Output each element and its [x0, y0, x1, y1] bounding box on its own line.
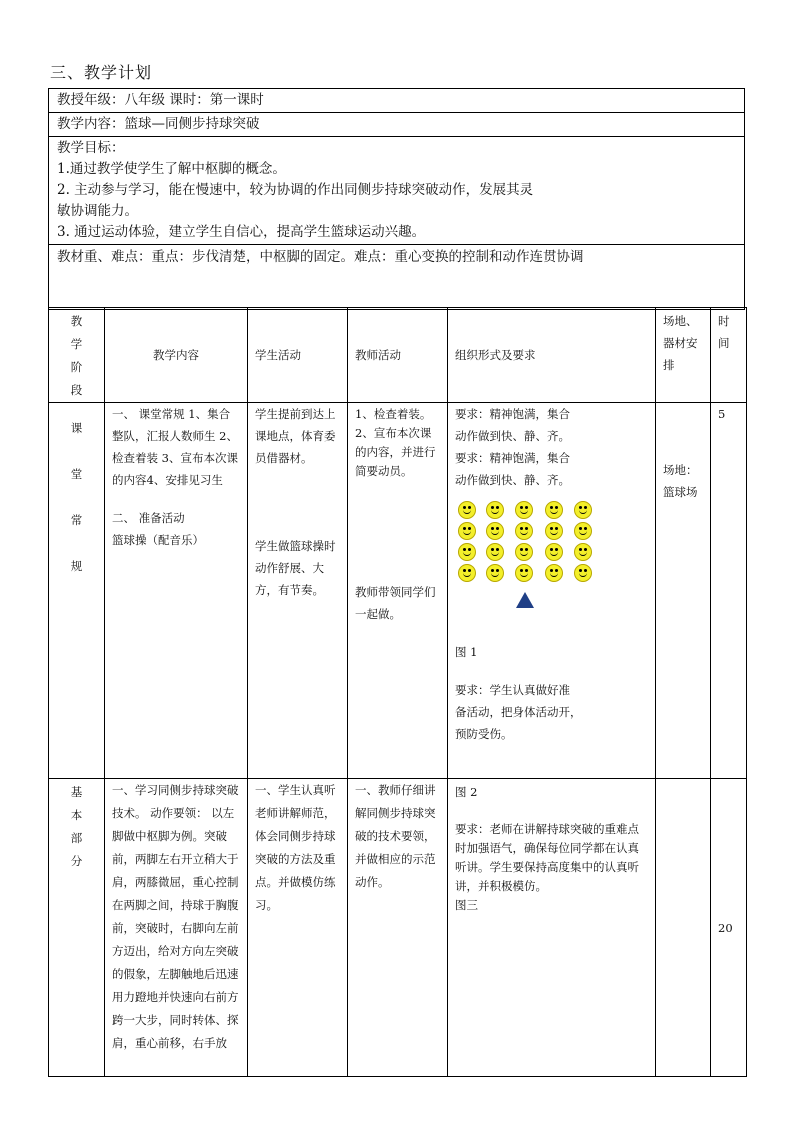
- time-routine: 5: [711, 403, 747, 779]
- table-row-basic: [49, 779, 747, 1077]
- student-smiley-icon: [545, 543, 563, 561]
- student-basic: 一、学生认真听老师讲解师范，体会同侧步持球突破的方法及重点。并做模仿练习。: [248, 779, 348, 1077]
- goals-title: 教学目标：: [57, 140, 125, 156]
- student-smiley-icon: [486, 564, 504, 582]
- org-routine: 要求：精神饱满，集合 动作做到快、静、齐。 要求：精神饱满，集合 动作做到快、静、齐。 图 1 要求：学生认真做好准 备活动，把身体活动开， 预防受伤。: [448, 403, 656, 779]
- grade-row: 教授年级：八年级 课时：第一课时: [49, 89, 745, 113]
- lesson-plan-table: [48, 307, 747, 1077]
- col-time: 时 间: [711, 308, 747, 403]
- col-org: 组织形式及要求: [448, 308, 656, 403]
- col-stage: 教 学 阶 段: [49, 308, 105, 403]
- lesson-header-table: [48, 88, 745, 310]
- student-smiley-icon: [574, 522, 592, 540]
- stage-routine: 课 堂 常 规: [49, 403, 105, 779]
- table-row-routine: [49, 403, 747, 779]
- time-basic: 20: [711, 779, 747, 1077]
- student-smiley-icon: [458, 522, 476, 540]
- venue-routine: 场地： 篮球场: [656, 403, 711, 779]
- student-smiley-icon: [515, 543, 533, 561]
- student-smiley-icon: [515, 501, 533, 519]
- student-smiley-icon: [486, 501, 504, 519]
- student-smiley-icon: [545, 501, 563, 519]
- teacher-basic: 一、教师仔细讲解同侧步持球突破的技术要领，并做相应的示范动作。: [348, 779, 448, 1077]
- col-content: 教学内容: [105, 308, 248, 403]
- org-basic: 图 2 要求：老师在讲解持球突破的重难点时加强语气，确保每位同学都在认真听讲。学生要保持高度集中的认真听讲，并积极模仿。 图三: [448, 779, 656, 1077]
- col-student: 学生活动: [248, 308, 348, 403]
- student-smiley-icon: [545, 564, 563, 582]
- formation-figure-1: [455, 491, 648, 641]
- col-venue: 场地、 器材安 排: [656, 308, 711, 403]
- student-smiley-icon: [574, 564, 592, 582]
- goal-2a: 2. 主动参与学习，能在慢速中，较为协调的作出同侧步持球突破动作，发展其灵: [57, 182, 534, 198]
- student-smiley-icon: [458, 501, 476, 519]
- student-smiley-icon: [574, 501, 592, 519]
- student-routine: 学生提前到达上课地点，体育委员借器材。 学生做篮球操时动作舒展、大方，有节奏。: [248, 403, 348, 779]
- goal-2b: 敏协调能力。: [57, 203, 138, 219]
- goal-3: 3. 通过运动体验，建立学生自信心，提高学生篮球运动兴趣。: [57, 224, 426, 240]
- goals-cell: [49, 137, 745, 245]
- table-header-row: [49, 308, 747, 403]
- goal-1: 1.通过教学使学生了解中枢脚的概念。: [57, 161, 286, 177]
- teacher-triangle-icon: [516, 592, 534, 608]
- section-title: 三、教学计划: [50, 63, 153, 82]
- student-smiley-icon: [486, 522, 504, 540]
- student-smiley-icon: [458, 543, 476, 561]
- content-row: 教学内容：篮球—同侧步持球突破: [49, 113, 745, 137]
- student-smiley-icon: [458, 564, 476, 582]
- col-teacher: 教师活动: [348, 308, 448, 403]
- student-smiley-icon: [545, 522, 563, 540]
- keypoints-cell: 教材重、难点：重点：步伐清楚，中枢脚的固定。难点：重心变换的控制和动作连贯协调: [49, 245, 745, 310]
- content-routine: 一、 课堂常规 1、集合整队，汇报人数师生 2、检查着装 3、宣布本次课的内容4、安排见习生 二、 准备活动 篮球操（配音乐）: [105, 403, 248, 779]
- student-smiley-icon: [515, 522, 533, 540]
- student-smiley-icon: [574, 543, 592, 561]
- teacher-routine: 1、检查着装。 2、宣布本次课的内容，并进行简要动员。 教师带领同学们一起做。: [348, 403, 448, 779]
- stage-basic: 基 本 部 分: [49, 779, 105, 1077]
- student-smiley-icon: [515, 564, 533, 582]
- venue-basic: [656, 779, 711, 1077]
- student-smiley-icon: [486, 543, 504, 561]
- content-basic: 一、学习同侧步持球突破技术。 动作要领： 以左脚做中枢脚为例。突破前，两脚左右开立稍大于肩，两膝微屈，重心控制在两脚之间，持球于胸腹前，突破时，右脚向左前方迈出，给对方向左突破的假象，左脚触地后迅速用力蹬地并快速向右前方跨一大步，同时转体、探肩，重心前移，右手放: [105, 779, 248, 1077]
